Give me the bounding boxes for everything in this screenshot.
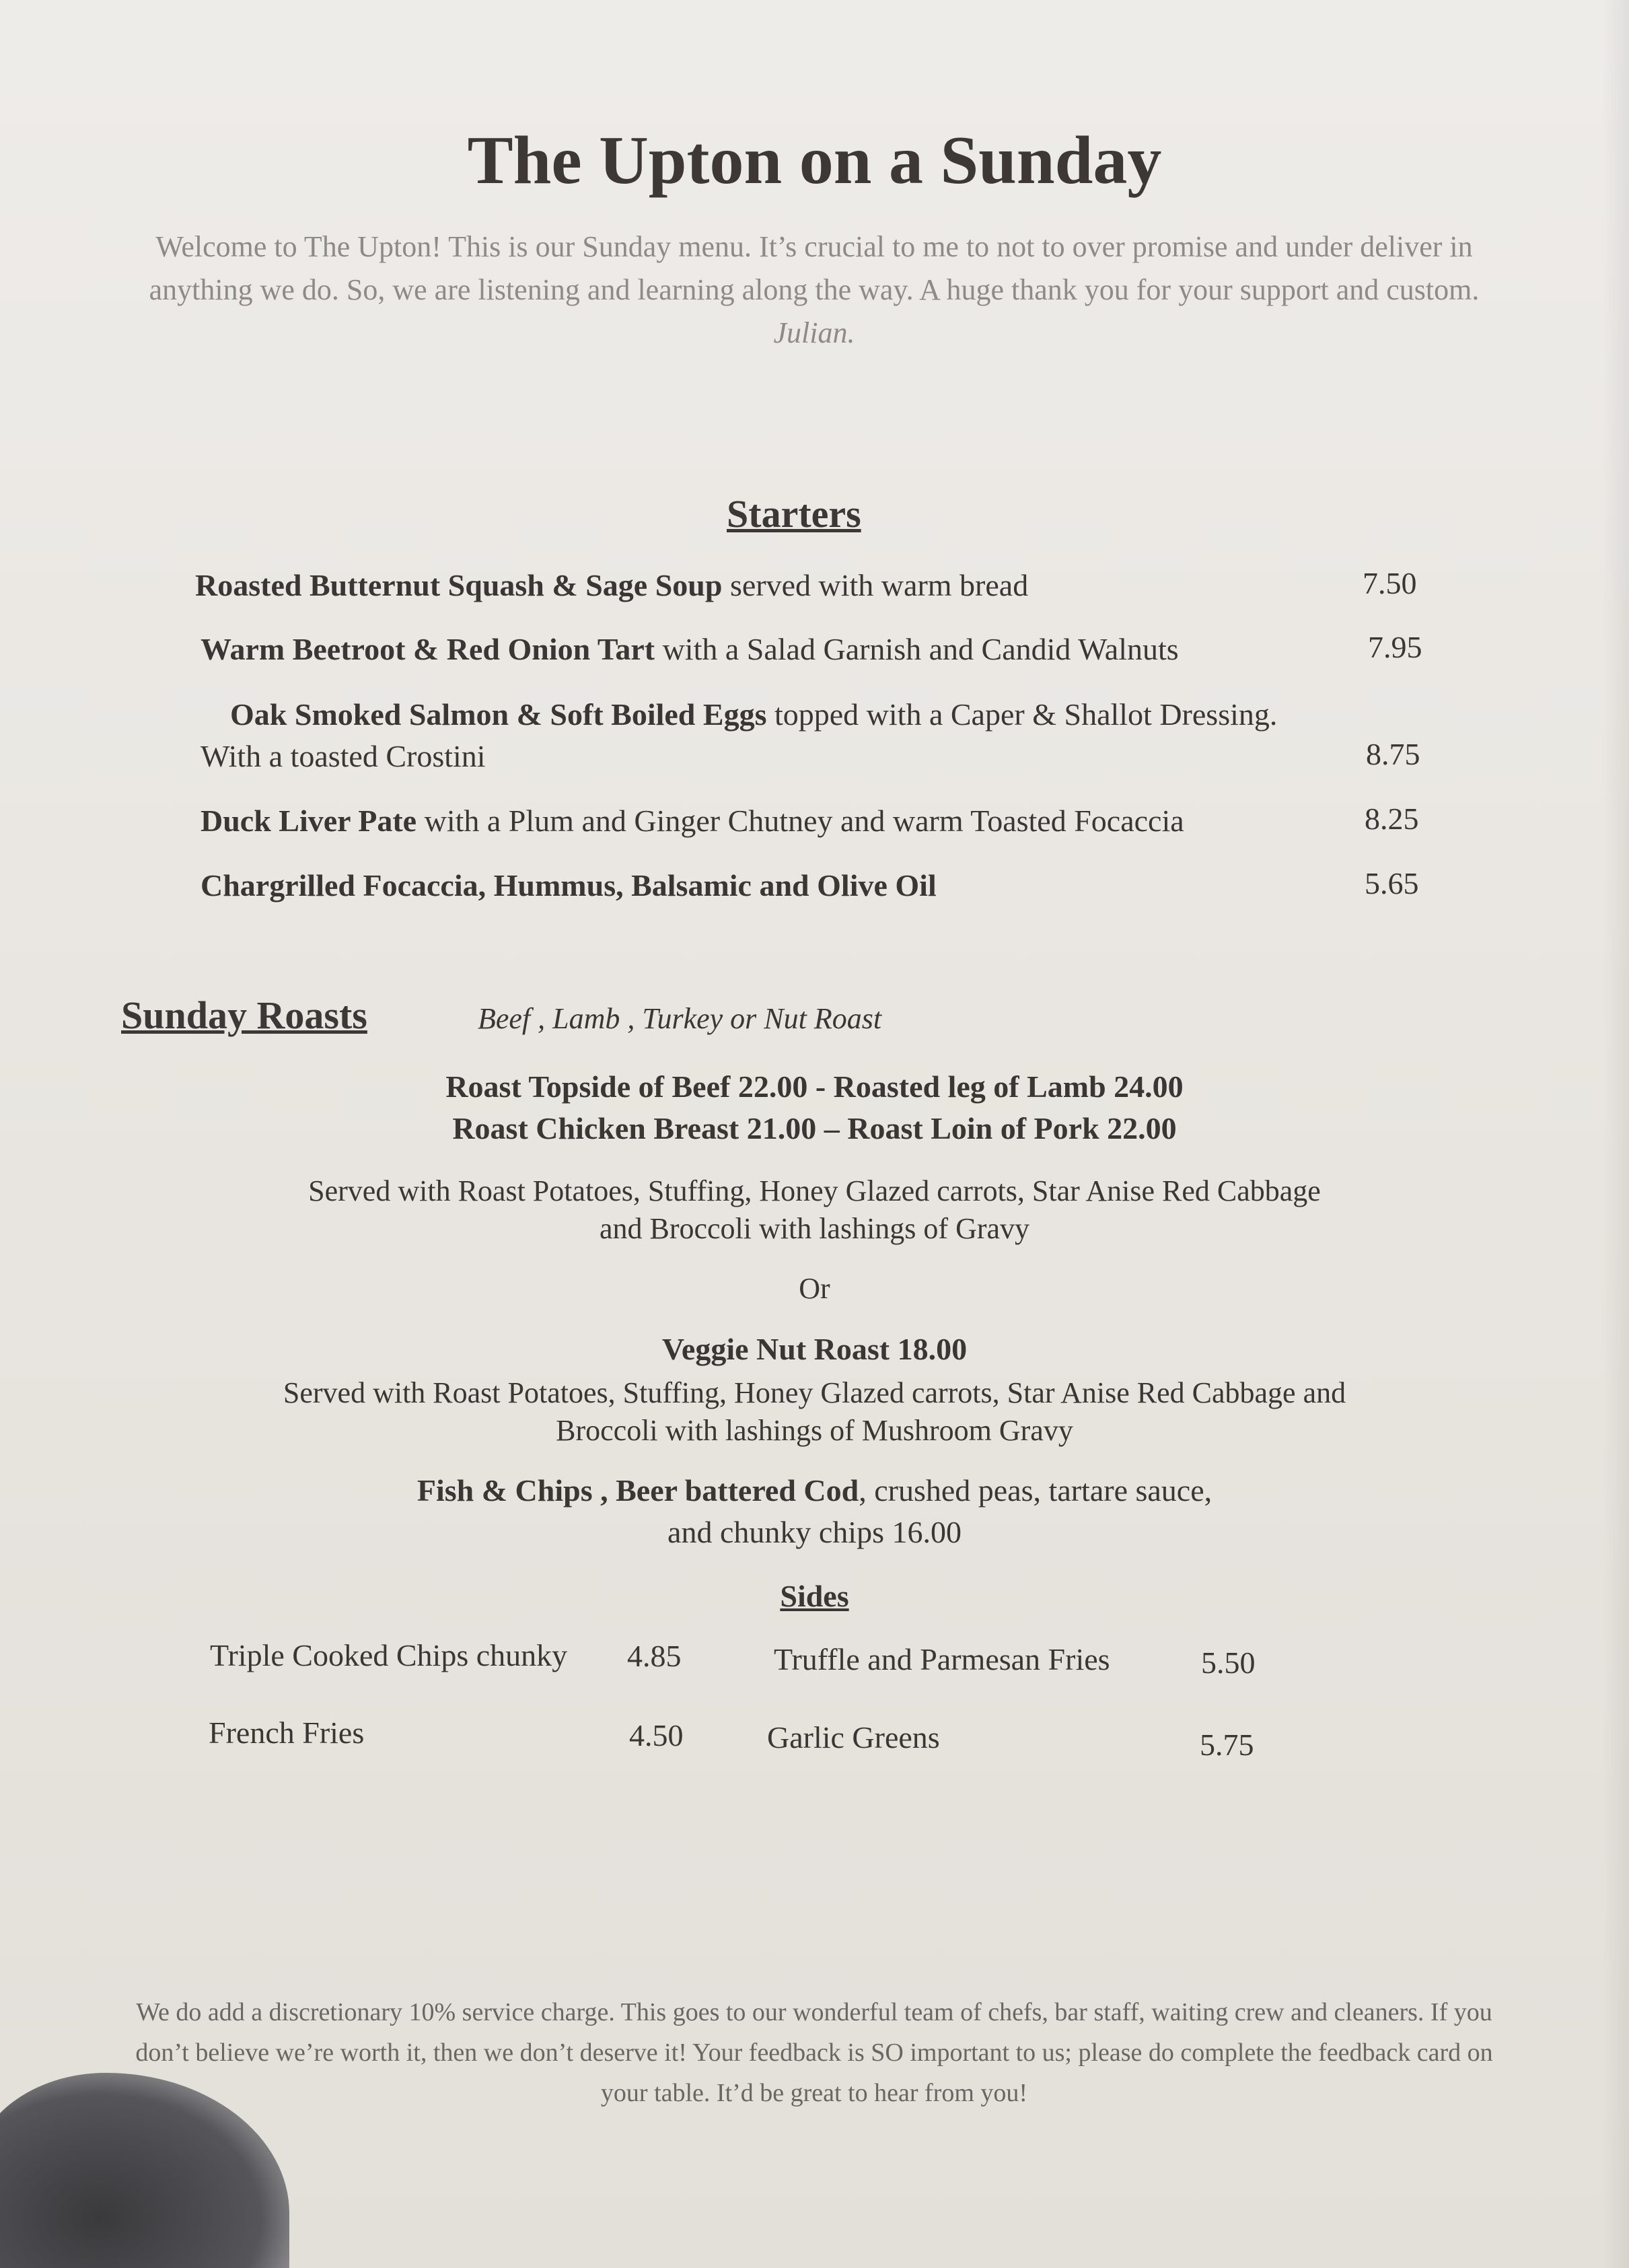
- or-divider: Or: [799, 1272, 830, 1305]
- veggie-desc-1: Served with Roast Potatoes, Stuffing, Honey Glazed carrots, Star Anise Red Cabbage and: [283, 1376, 1346, 1409]
- fish-name: Fish & Chips , Beer battered Cod: [417, 1473, 859, 1508]
- starters-heading: Starters: [727, 492, 861, 536]
- starter-item: [201, 865, 937, 906]
- starter-name: Duck Liver Pate: [201, 804, 417, 838]
- side-price: 4.85: [627, 1639, 682, 1673]
- starter-name: Roasted Butternut Squash & Sage Soup: [195, 568, 723, 602]
- welcome-body: Welcome to The Upton! This is our Sunday menu. It’s crucial to me to not to over promise and under deliver in anything we do. So, we are listening and learning along the way. A huge thank you for your support and custom.: [149, 230, 1480, 306]
- starter-name: Chargrilled Focaccia, Hummus, Balsamic and Olive Oil: [201, 868, 937, 902]
- sides-heading: Sides: [780, 1579, 849, 1613]
- starter-price: 7.50: [1363, 566, 1417, 600]
- starter-price: 8.25: [1365, 802, 1419, 836]
- roast-options: Beef , Lamb , Turkey or Nut Roast: [478, 1002, 882, 1035]
- starter-item: [195, 565, 1028, 606]
- starter-name: Warm Beetroot & Red Onion Tart: [201, 632, 655, 666]
- veggie-desc-2: Broccoli with lashings of Mushroom Gravy: [556, 1414, 1073, 1447]
- roasts-heading: Sunday Roasts: [121, 993, 367, 1037]
- fish-line-2: and chunky chips 16.00: [667, 1515, 962, 1549]
- roast-line-2: Roast Chicken Breast 21.00 – Roast Loin of Pork 22.00: [452, 1111, 1177, 1145]
- side-name: Truffle and Parmesan Fries: [774, 1642, 1110, 1676]
- starter-item: [230, 695, 1277, 735]
- fish-desc: , crushed peas, tartare sauce,: [859, 1473, 1212, 1508]
- service-charge-note: We do add a discretionary 10% service charge. This goes to our wonderful team of chefs, bar staff, waiting crew and cleaners. If you don’t believe we’re worth it, then we don’t deserve it! Your feedback is SO important to us; please do complete the feedback card on your table. It’d be great to hear from you!: [135, 1998, 1493, 2107]
- welcome-text: [135, 225, 1494, 355]
- starter-item: [201, 629, 1179, 670]
- starter-price: 8.75: [1366, 737, 1420, 771]
- welcome-signature: Julian.: [773, 316, 855, 349]
- starter-item: [201, 801, 1184, 841]
- side-name: French Fries: [209, 1715, 365, 1750]
- side-price: 4.50: [629, 1718, 684, 1752]
- starter-desc: with a Salad Garnish and Candid Walnuts: [655, 632, 1179, 666]
- starter-price: 7.95: [1368, 630, 1422, 664]
- veggie-title: Veggie Nut Roast 18.00: [661, 1332, 968, 1366]
- menu-title: The Upton on a Sunday: [467, 122, 1162, 199]
- starter-desc-line2: With a toasted Crostini: [201, 739, 486, 773]
- starter-desc: with a Plum and Ginger Chutney and warm Toasted Focaccia: [417, 804, 1184, 838]
- starter-desc: served with warm bread: [722, 568, 1029, 602]
- fish-line-1: [0, 1470, 1629, 1511]
- side-price: 5.75: [1200, 1728, 1254, 1762]
- starter-name: Oak Smoked Salmon & Soft Boiled Eggs: [230, 697, 767, 732]
- roast-line-1: Roast Topside of Beef 22.00 - Roasted leg of Lamb 24.00: [445, 1069, 1184, 1104]
- roast-served-2: and Broccoli with lashings of Gravy: [599, 1212, 1030, 1245]
- roast-served-1: Served with Roast Potatoes, Stuffing, Honey Glazed carrots, Star Anise Red Cabbage: [308, 1174, 1321, 1207]
- side-name: Garlic Greens: [767, 1720, 940, 1755]
- starter-price: 5.65: [1365, 866, 1419, 900]
- starter-desc: topped with a Caper & Shallot Dressing.: [766, 697, 1278, 732]
- side-name: Triple Cooked Chips chunky: [210, 1638, 568, 1672]
- side-price: 5.50: [1201, 1645, 1256, 1680]
